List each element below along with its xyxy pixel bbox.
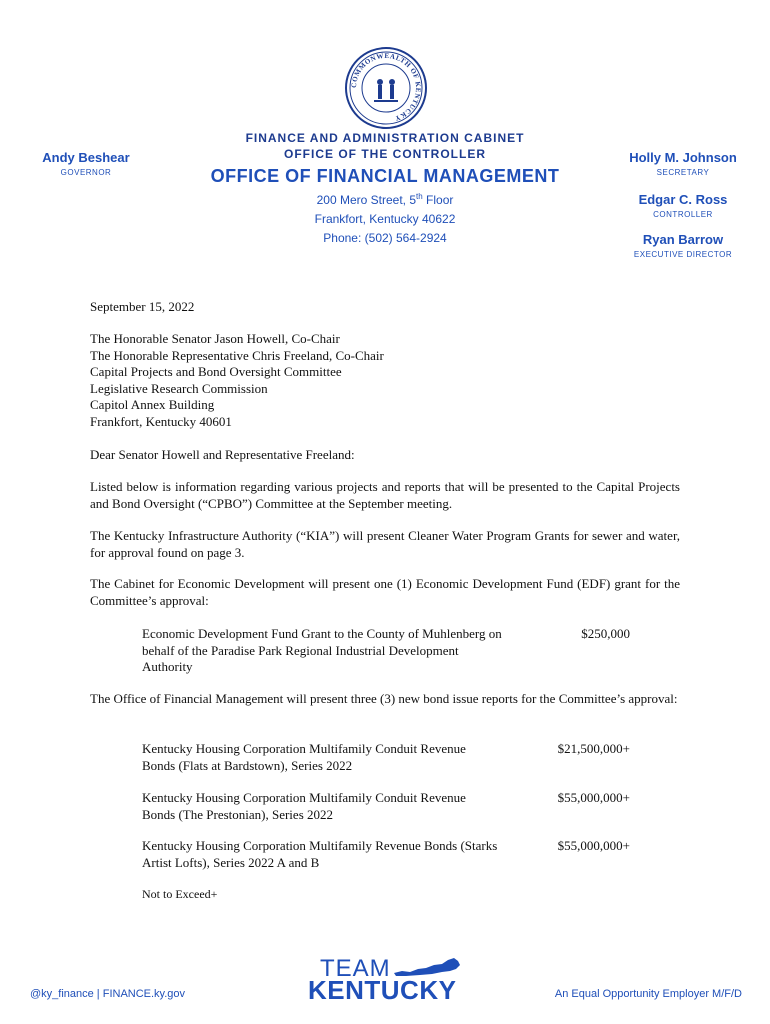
footer-social-links[interactable]: @ky_finance | FINANCE.ky.gov: [30, 988, 186, 1000]
secretary-title: SECRETARY: [656, 168, 710, 177]
paragraph-bonds: The Office of Financial Management will present three (3) new bond issue reports for the Committee’s approval:: [90, 691, 678, 706]
footnote: Not to Exceed+: [142, 887, 218, 901]
logo-team-text: TEAM: [320, 955, 391, 982]
controller-name: Edgar C. Ross: [638, 192, 728, 207]
recipient-line: Frankfort, Kentucky 40601: [90, 413, 232, 429]
cabinet-line-1: FINANCE AND ADMINISTRATION CABINET: [245, 131, 525, 145]
bond-item-amount: $55,000,000+: [557, 790, 630, 805]
governor-name: Andy Beshear: [42, 150, 130, 165]
footer-eoe-statement: An Equal Opportunity Employer M/F/D: [554, 988, 742, 1000]
controller-title: CONTROLLER: [653, 210, 713, 219]
bond-item-description: Kentucky Housing Corporation Multifamily Conduit Revenue Bonds (The Prestonian), Series 2022: [142, 790, 466, 822]
executive-director-title: EXECUTIVE DIRECTOR: [633, 250, 733, 259]
paragraph-kia: The Kentucky Infrastructure Authority (“KIA”) will present Cleaner Water Program Grants for sewer and water, for approval found on page 3.: [90, 528, 680, 560]
paragraph-intro: Listed below is information regarding various projects and reports that will be presented to the Capital Projects and Bond Oversight (“CPBO”) Committee at the September meeting.: [90, 479, 680, 511]
recipient-line: Legislative Research Commission: [90, 380, 268, 396]
paragraph-edf: The Cabinet for Economic Development will present one (1) Economic Development Fund (EDF) grant for the Committee’s approval:: [90, 576, 680, 608]
recipient-line: Capital Projects and Bond Oversight Committee: [90, 364, 342, 379]
kentucky-state-icon: [392, 955, 462, 977]
recipient-block: [90, 331, 680, 430]
cabinet-line-2: OFFICE OF THE CONTROLLER: [284, 147, 486, 161]
salutation: Dear Senator Howell and Representative Freeland:: [90, 447, 355, 462]
recipient-line: The Honorable Senator Jason Howell, Co-Chair: [90, 331, 340, 346]
office-title: OFFICE OF FINANCIAL MANAGEMENT: [210, 166, 560, 186]
bond-item-description: Kentucky Housing Corporation Multifamily Revenue Bonds (Starks Artist Lofts), Series 2022 A and B: [142, 838, 498, 870]
letter-date: September 15, 2022: [90, 299, 195, 314]
state-seal-logo: [344, 46, 428, 130]
edf-item-amount: $250,000: [581, 626, 630, 641]
address-line-1: 200 Mero Street, 5th Floor: [316, 192, 454, 207]
secretary-name: Holly M. Johnson: [629, 150, 737, 165]
bond-item-amount: $21,500,000+: [557, 741, 630, 756]
logo-kentucky-text: KENTUCKY: [308, 975, 457, 1005]
address-line-2: Frankfort, Kentucky 40622: [314, 212, 456, 226]
seal-text: COMMONWEALTH OF KENTUCKY: [349, 51, 423, 123]
phone-line: Phone: (502) 564-2924: [323, 231, 447, 245]
governor-title: GOVERNOR: [60, 168, 112, 177]
bond-item-amount: $55,000,000+: [557, 838, 630, 853]
bond-item-description: Kentucky Housing Corporation Multifamily Conduit Revenue Bonds (Flats at Bardstown), Series 2022: [142, 741, 466, 773]
edf-item-description: Economic Development Fund Grant to the County of Muhlenberg on behalf of the Paradise Park Regional Industrial Development Authority: [142, 626, 502, 674]
executive-director-name: Ryan Barrow: [642, 232, 724, 247]
recipient-line: The Honorable Representative Chris Freeland, Co-Chair: [90, 347, 384, 363]
recipient-line: Capitol Annex Building: [90, 397, 215, 412]
